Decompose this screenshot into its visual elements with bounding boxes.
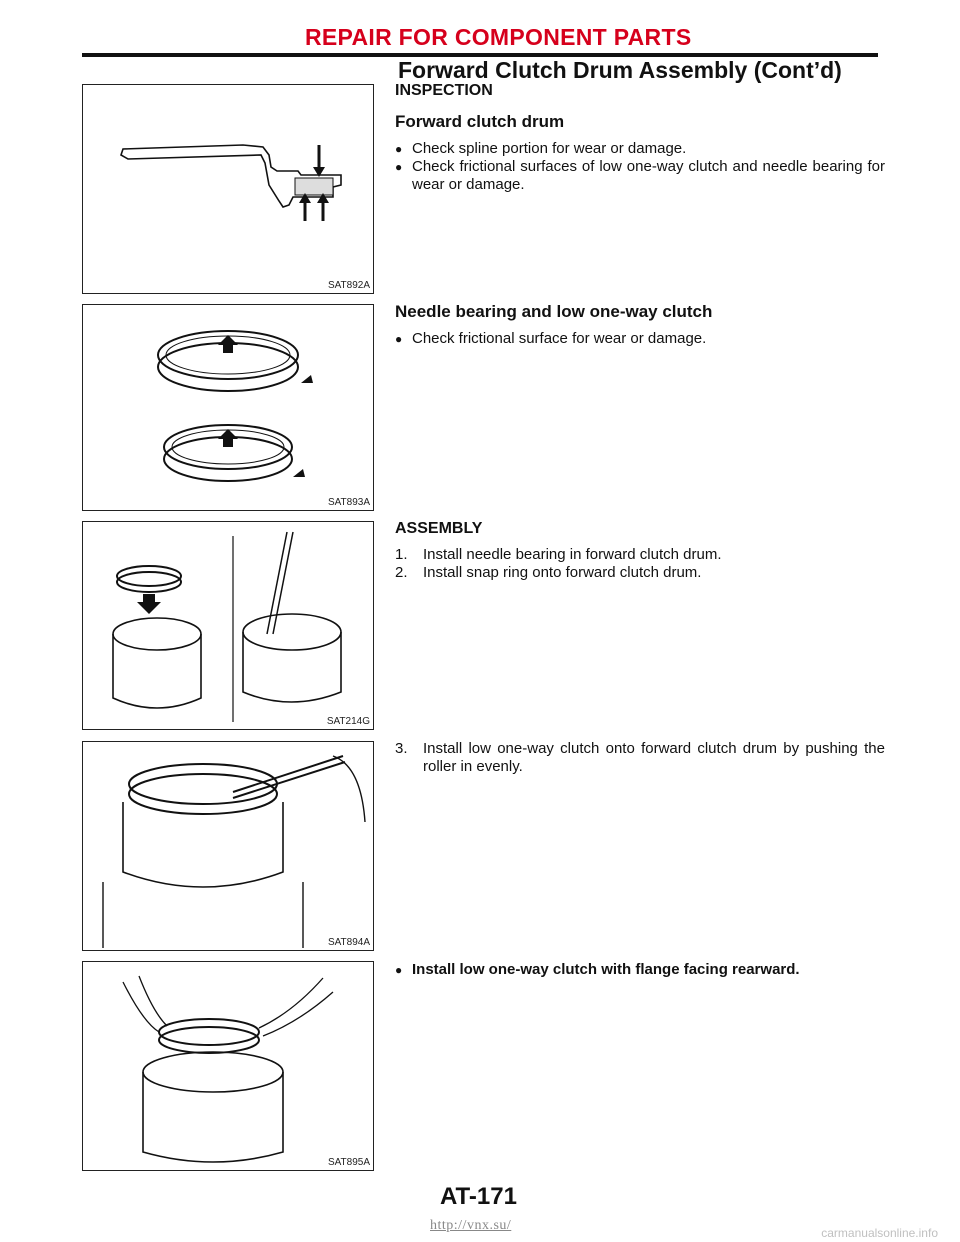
step-text: Install snap ring onto forward clutch drum. — [423, 564, 702, 581]
figure-code: SAT892A — [327, 280, 370, 291]
bullet-icon: ● — [395, 160, 403, 174]
list-item-text: Check frictional surface for wear or damage. — [412, 330, 707, 347]
figure-code: SAT893A — [327, 497, 370, 508]
assembly-section — [395, 520, 885, 582]
list-item — [395, 158, 885, 194]
figure-sat892a — [82, 84, 374, 294]
figure-sat893a — [82, 304, 374, 511]
step-item — [395, 546, 885, 564]
clutch-drum-section-illustration — [83, 85, 373, 293]
snap-ring-install-illustration — [83, 522, 373, 729]
figure-code: SAT214G — [326, 716, 370, 727]
bearing-rings-illustration — [83, 305, 373, 510]
list-item — [395, 961, 885, 979]
step-number: 3. — [395, 740, 408, 757]
list-item-text: Check frictional surfaces of low one-way clutch and needle bearing for wear or damage. — [412, 158, 885, 193]
subsection-heading: Needle bearing and low one-way clutch — [395, 302, 713, 321]
page-number: AT-171 — [440, 1183, 517, 1210]
step-number: 2. — [395, 564, 408, 581]
step-3-block — [395, 740, 885, 776]
source-link[interactable]: http://vnx.su/ — [430, 1218, 512, 1233]
figure-sat214g — [82, 521, 374, 730]
step-text: Install needle bearing in forward clutch drum. — [423, 546, 722, 563]
bullet-icon: ● — [395, 332, 403, 346]
bullet-icon: ● — [395, 142, 403, 156]
section-heading: INSPECTION — [395, 82, 493, 99]
watermark: carmanualsonline.info — [821, 1226, 938, 1240]
clutch-flange-install-illustration — [83, 962, 373, 1170]
section-heading: ASSEMBLY — [395, 520, 483, 537]
figure-sat895a — [82, 961, 374, 1171]
inspection-section — [395, 82, 885, 194]
bullet-icon: ● — [395, 963, 403, 977]
figure-code: SAT895A — [327, 1157, 370, 1168]
subsection-heading: Forward clutch drum — [395, 112, 565, 131]
section-title: REPAIR FOR COMPONENT PARTS — [305, 24, 692, 50]
figure-code: SAT894A — [327, 937, 370, 948]
step-number: 1. — [395, 546, 408, 563]
list-item-text: Check spline portion for wear or damage. — [412, 140, 687, 157]
note-text: Install low one-way clutch with flange facing rearward. — [412, 961, 800, 978]
flange-note-block — [395, 961, 885, 979]
step-item — [395, 740, 885, 776]
step-text: Install low one-way clutch onto forward clutch drum by pushing the roller in evenly. — [423, 740, 885, 775]
list-item — [395, 140, 885, 158]
needle-bearing-section — [395, 302, 885, 348]
figure-sat894a — [82, 741, 374, 951]
list-item — [395, 330, 885, 348]
step-item — [395, 564, 885, 582]
page-subtitle: Forward Clutch Drum Assembly (Cont’d) — [398, 57, 842, 83]
one-way-clutch-push-illustration — [83, 742, 373, 950]
